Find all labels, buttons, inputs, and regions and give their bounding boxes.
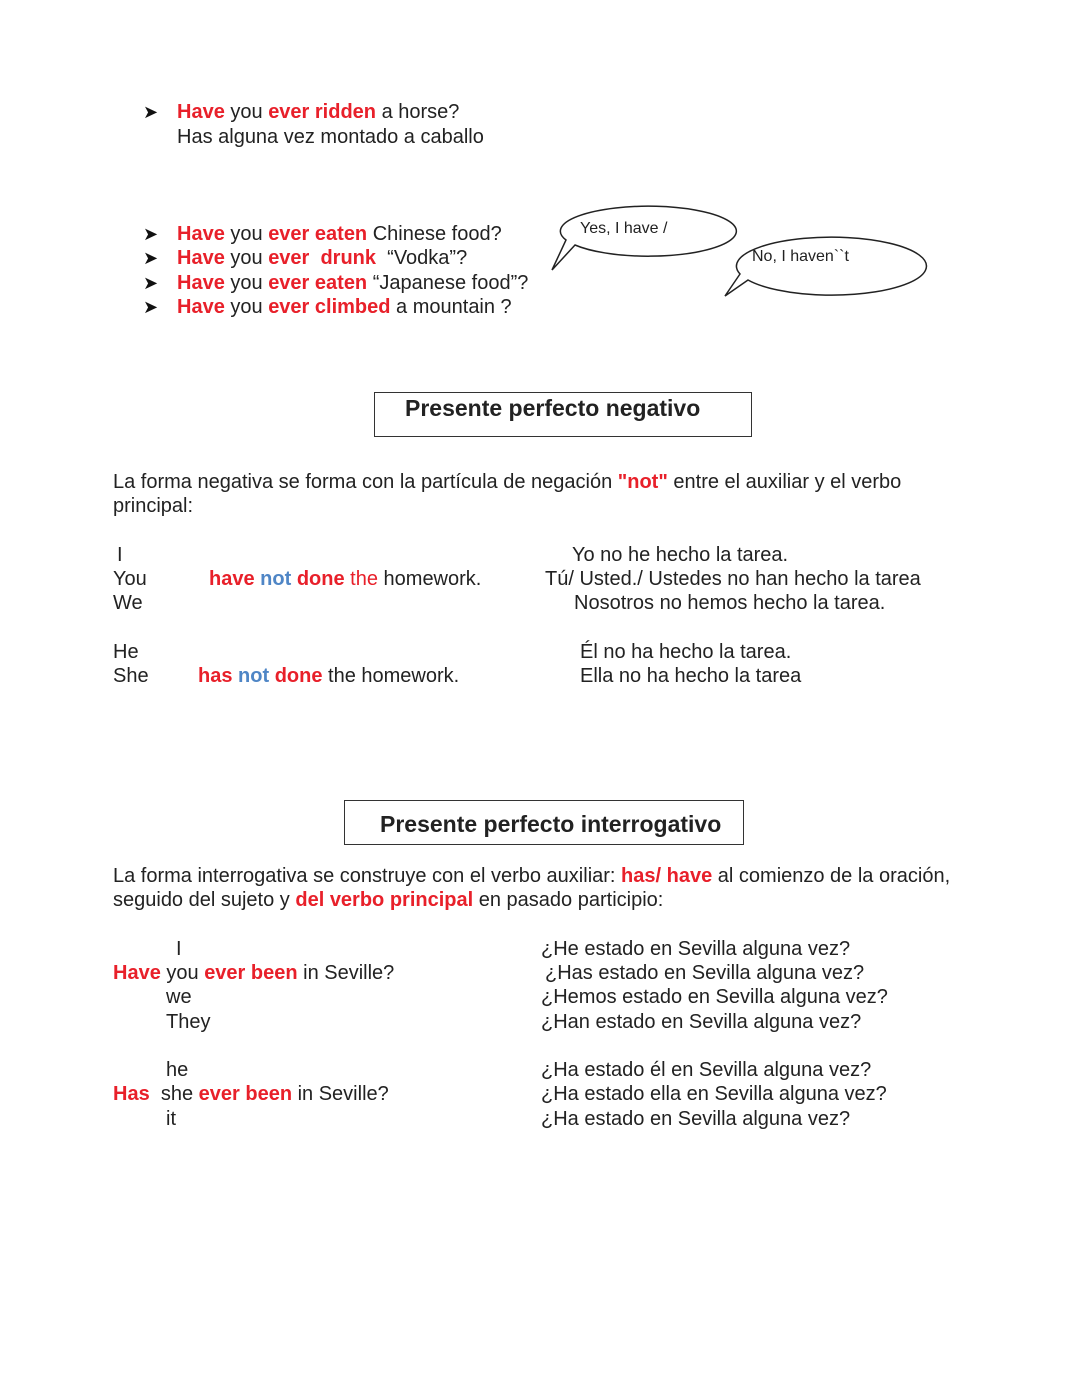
translation: ¿He estado en Sevilla alguna vez?: [541, 938, 851, 960]
translation: ¿Has estado en Sevilla alguna vez?: [545, 962, 865, 984]
translation: ¿Hemos estado en Sevilla alguna vez?: [541, 986, 888, 1008]
interrogative-sentence: Has she ever been in Seville?: [113, 1083, 389, 1105]
bullet-arrow-icon: ➤: [143, 273, 159, 293]
translation: Él no ha hecho la tarea.: [580, 641, 792, 663]
pronoun: You: [113, 568, 147, 590]
translation: Yo no he hecho la tarea.: [572, 544, 789, 566]
question-item: Have you ever eaten Chinese food?: [177, 223, 502, 245]
negative-intro-line1: La forma negativa se forma con la partícula de negación "not" entre el auxiliar y el verbo: [113, 471, 902, 493]
bullet-arrow-icon: ➤: [143, 102, 159, 122]
bubble-yes-text: Yes, I have /: [580, 220, 668, 237]
pronoun: it: [166, 1108, 176, 1130]
negative-intro-line2: principal:: [113, 495, 194, 517]
bullet-arrow-icon: ➤: [143, 248, 159, 268]
section-title-interrogative: Presente perfecto interrogativo: [344, 800, 744, 845]
pronoun: I: [176, 938, 182, 960]
bubble-no-text: No, I haven``t: [752, 248, 849, 265]
interrogative-intro-line1: La forma interrogativa se construye con el verbo auxiliar: has/ have al comienzo de la oración,: [113, 865, 951, 887]
pronoun: We: [113, 592, 143, 614]
pronoun: he: [166, 1059, 189, 1081]
translation: ¿Han estado en Sevilla alguna vez?: [541, 1011, 862, 1033]
pronoun: She: [113, 665, 149, 687]
translation: ¿Ha estado en Sevilla alguna vez?: [541, 1108, 851, 1130]
question-item: Have you ever eaten “Japanese food”?: [177, 272, 529, 294]
bullet-arrow-icon: ➤: [143, 224, 159, 244]
translation: Nosotros no hemos hecho la tarea.: [574, 592, 886, 614]
negative-sentence: have not done the homework.: [209, 568, 482, 590]
speech-bubbles: [0, 0, 1080, 320]
interrogative-sentence: Have you ever been in Seville?: [113, 962, 395, 984]
translation: Tú/ Usted./ Ustedes no han hecho la tarea: [545, 568, 921, 590]
pronoun: He: [113, 641, 139, 663]
intro-question: Have you ever ridden a horse?: [177, 101, 460, 123]
pronoun: They: [166, 1011, 211, 1033]
question-item: Have you ever drunk “Vodka”?: [177, 247, 468, 269]
translation: ¿Ha estado ella en Sevilla alguna vez?: [541, 1083, 887, 1105]
pronoun: we: [166, 986, 192, 1008]
section-title-negative: Presente perfecto negativo: [374, 392, 752, 437]
translation: ¿Ha estado él en Sevilla alguna vez?: [541, 1059, 872, 1081]
intro-translation: Has alguna vez montado a caballo: [177, 126, 484, 148]
translation: Ella no ha hecho la tarea: [580, 665, 802, 687]
interrogative-intro-line2: seguido del sujeto y del verbo principal en pasado participio:: [113, 889, 664, 911]
negative-sentence: has not done the homework.: [198, 665, 460, 687]
bullet-arrow-icon: ➤: [143, 297, 159, 317]
pronoun: I: [117, 544, 123, 566]
question-item: Have you ever climbed a mountain ?: [177, 296, 512, 318]
